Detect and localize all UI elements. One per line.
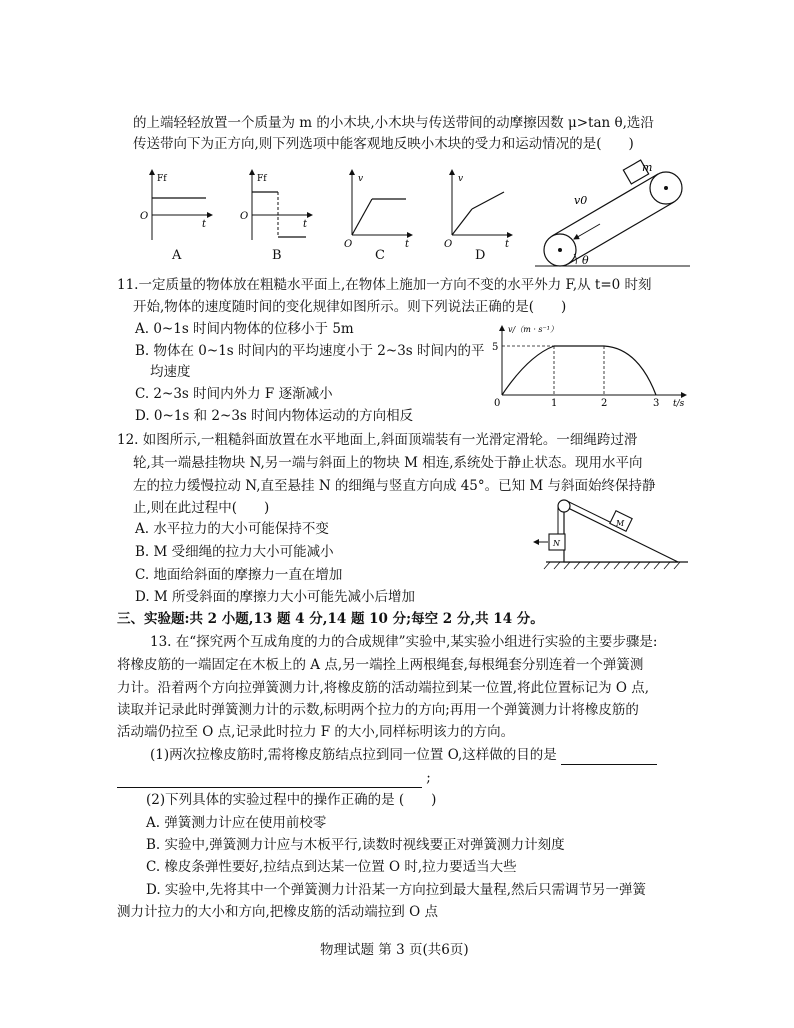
- q13-line-2: 将橡皮筋的一端固定在木板上的 A 点,另一端拴上两根绳套,每根绳套分别连着一个弹簧测: [117, 657, 644, 673]
- q10-line-1: 的上端轻轻放置一个质量为 m 的小木块,小木块与传送带间的动摩擦因数 μ>tan θ,选沿: [133, 115, 654, 131]
- page-footer: 物理试题 第 3 页(共6页): [320, 942, 469, 958]
- graph-b-caption: B: [272, 248, 282, 263]
- section-3-heading: 三、实验题:共 2 小题,13 题 4 分,14 题 10 分;每空 2 分,共 14 分。: [117, 611, 544, 627]
- q12-option-b: B. M 受细绳的拉力大小可能减小: [135, 544, 334, 560]
- q13-line-5: 活动端仍拉至 O 点,记录此时拉力 F 的大小,同样标明该力的方向。: [117, 724, 515, 740]
- q11-line-2: 开始,物体的速度随时间的变化规律如图所示。则下列说法正确的是( ): [133, 299, 567, 315]
- graph-a-caption: A: [172, 248, 182, 263]
- graph-a-xlabel: t: [202, 219, 207, 230]
- q11-option-d: D. 0~1s 和 2~3s 时间内物体运动的方向相反: [135, 408, 414, 424]
- q12-line-3: 左的拉力缓慢拉动 N,直至悬挂 N 的细绳与竖直方向成 45°。已知 M 与斜面始终保持静: [133, 478, 656, 494]
- q13-part-1-line2: [117, 768, 431, 788]
- q11-vt-graph: [488, 320, 693, 410]
- q13-option-d: D. 实验中,先将其中一个弹簧测力计沿某一方向拉到最大量程,然后只需调节另一弹簧: [146, 882, 647, 898]
- vt-t1: 1: [551, 398, 558, 409]
- q11-option-b-cont: 均速度: [150, 364, 191, 380]
- vt-t3: 3: [653, 398, 660, 409]
- belt-mass-label: m: [642, 161, 653, 174]
- q13-part-1-text: (1)两次拉橡皮筋时,需将橡皮筋结点拉到同一位置 O,这样做的目的是: [150, 747, 557, 763]
- q10-line-2: 传送带向下为正方向,则下列选项中能客观地反映小木块的受力和运动情况的是( ): [133, 136, 634, 152]
- vt-ylabel: v/（m · s⁻¹）: [508, 325, 558, 334]
- q13-answer-blank-1b[interactable]: [117, 773, 422, 788]
- graph-b-xlabel: t: [303, 219, 308, 230]
- q13-part-2: (2)下列具体的实验过程中的操作正确的是 ( ): [146, 792, 437, 808]
- q12-line-2: 轮,其一端悬挂物块 N,另一端与斜面上的物块 M 相连,系统处于静止状态。现用水平向: [133, 455, 643, 471]
- graph-b-ylabel: Ff: [257, 174, 267, 184]
- graph-a-ylabel: Ff: [157, 174, 167, 184]
- vt-xlabel: t/s: [673, 399, 685, 409]
- q13-part-1-end: ;: [426, 770, 431, 786]
- vt-y5: 5: [492, 342, 499, 353]
- q11-line-1: 11.一定质量的物体放在粗糙水平面上,在物体上施加一方向不变的水平外力 F,从 t=0 时刻: [117, 277, 652, 293]
- q12-option-a: A. 水平拉力的大小可能保持不变: [135, 521, 329, 537]
- belt-angle-label: θ: [582, 254, 589, 267]
- graph-d-caption: D: [475, 248, 486, 263]
- q13-part-1: [150, 745, 657, 765]
- graph-c-xlabel: t: [405, 239, 410, 250]
- q13-option-c: C. 橡皮条弹性要好,拉结点到达某一位置 O 时,拉力要适当大些: [146, 859, 517, 875]
- incline-m-label: M: [616, 519, 625, 528]
- q12-line-1: 12. 如图所示,一粗糙斜面放置在水平地面上,斜面顶端装有一光滑定滑轮。一细绳跨过滑: [117, 432, 638, 448]
- graph-c: [344, 170, 412, 250]
- vt-origin: 0: [494, 398, 501, 409]
- q13-option-d-cont: 测力计拉力的大小和方向,把橡皮筋的活动端拉到 O 点: [117, 904, 438, 920]
- belt-velocity-label: v0: [574, 194, 588, 207]
- q13-line-1: 13. 在“探究两个互成角度的力的合成规律”实验中,某实验小组进行实验的主要步骤是:: [150, 634, 658, 650]
- q13-line-3: 力计。沿着两个方向拉弹簧测力计,将橡皮筋的活动端拉到某一位置,将此位置标记为 O 点,: [117, 680, 650, 696]
- graph-c-caption: C: [375, 248, 385, 263]
- graph-b-origin: O: [240, 211, 249, 222]
- q13-option-a: A. 弹簧测力计应在使用前校零: [146, 815, 327, 831]
- q11-option-a: A. 0~1s 时间内物体的位移小于 5m: [135, 321, 354, 337]
- q13-answer-blank-1a[interactable]: [561, 750, 657, 765]
- graph-d: [444, 170, 512, 250]
- graph-c-ylabel: v: [358, 174, 364, 184]
- graph-c-origin: O: [344, 239, 353, 250]
- graph-d-origin: O: [444, 239, 453, 250]
- q10-graphs: [130, 165, 530, 265]
- vt-t2: 2: [601, 398, 608, 409]
- graph-a: [140, 170, 212, 240]
- q12-option-c: C. 地面给斜面的摩擦力一直在增加: [135, 567, 343, 583]
- graph-d-ylabel: v: [458, 174, 464, 184]
- graph-b: [240, 170, 312, 240]
- q12-option-d: D. M 所受斜面的摩擦力大小可能先减小后增加: [135, 589, 416, 605]
- graph-a-origin: O: [140, 211, 149, 222]
- incline-n-label: N: [553, 539, 560, 548]
- q11-option-c: C. 2~3s 时间内外力 F 逐渐减小: [135, 386, 333, 402]
- q12-line-4: 止,则在此过程中( ): [133, 500, 270, 516]
- q11-option-b: B. 物体在 0~1s 时间内的平均速度小于 2~3s 时间内的平: [135, 343, 485, 359]
- conveyor-belt-figure: [530, 158, 695, 273]
- q13-option-b: B. 实验中,弹簧测力计应与木板平行,读数时视线要正对弹簧测力计刻度: [146, 837, 565, 853]
- q13-line-4: 读取并记录此时弹簧测力计的示数,标明两个拉力的方向;再用一个弹簧测力计将橡皮筋的: [117, 702, 639, 718]
- graph-d-xlabel: t: [505, 239, 510, 250]
- q12-incline-figure: [528, 494, 693, 574]
